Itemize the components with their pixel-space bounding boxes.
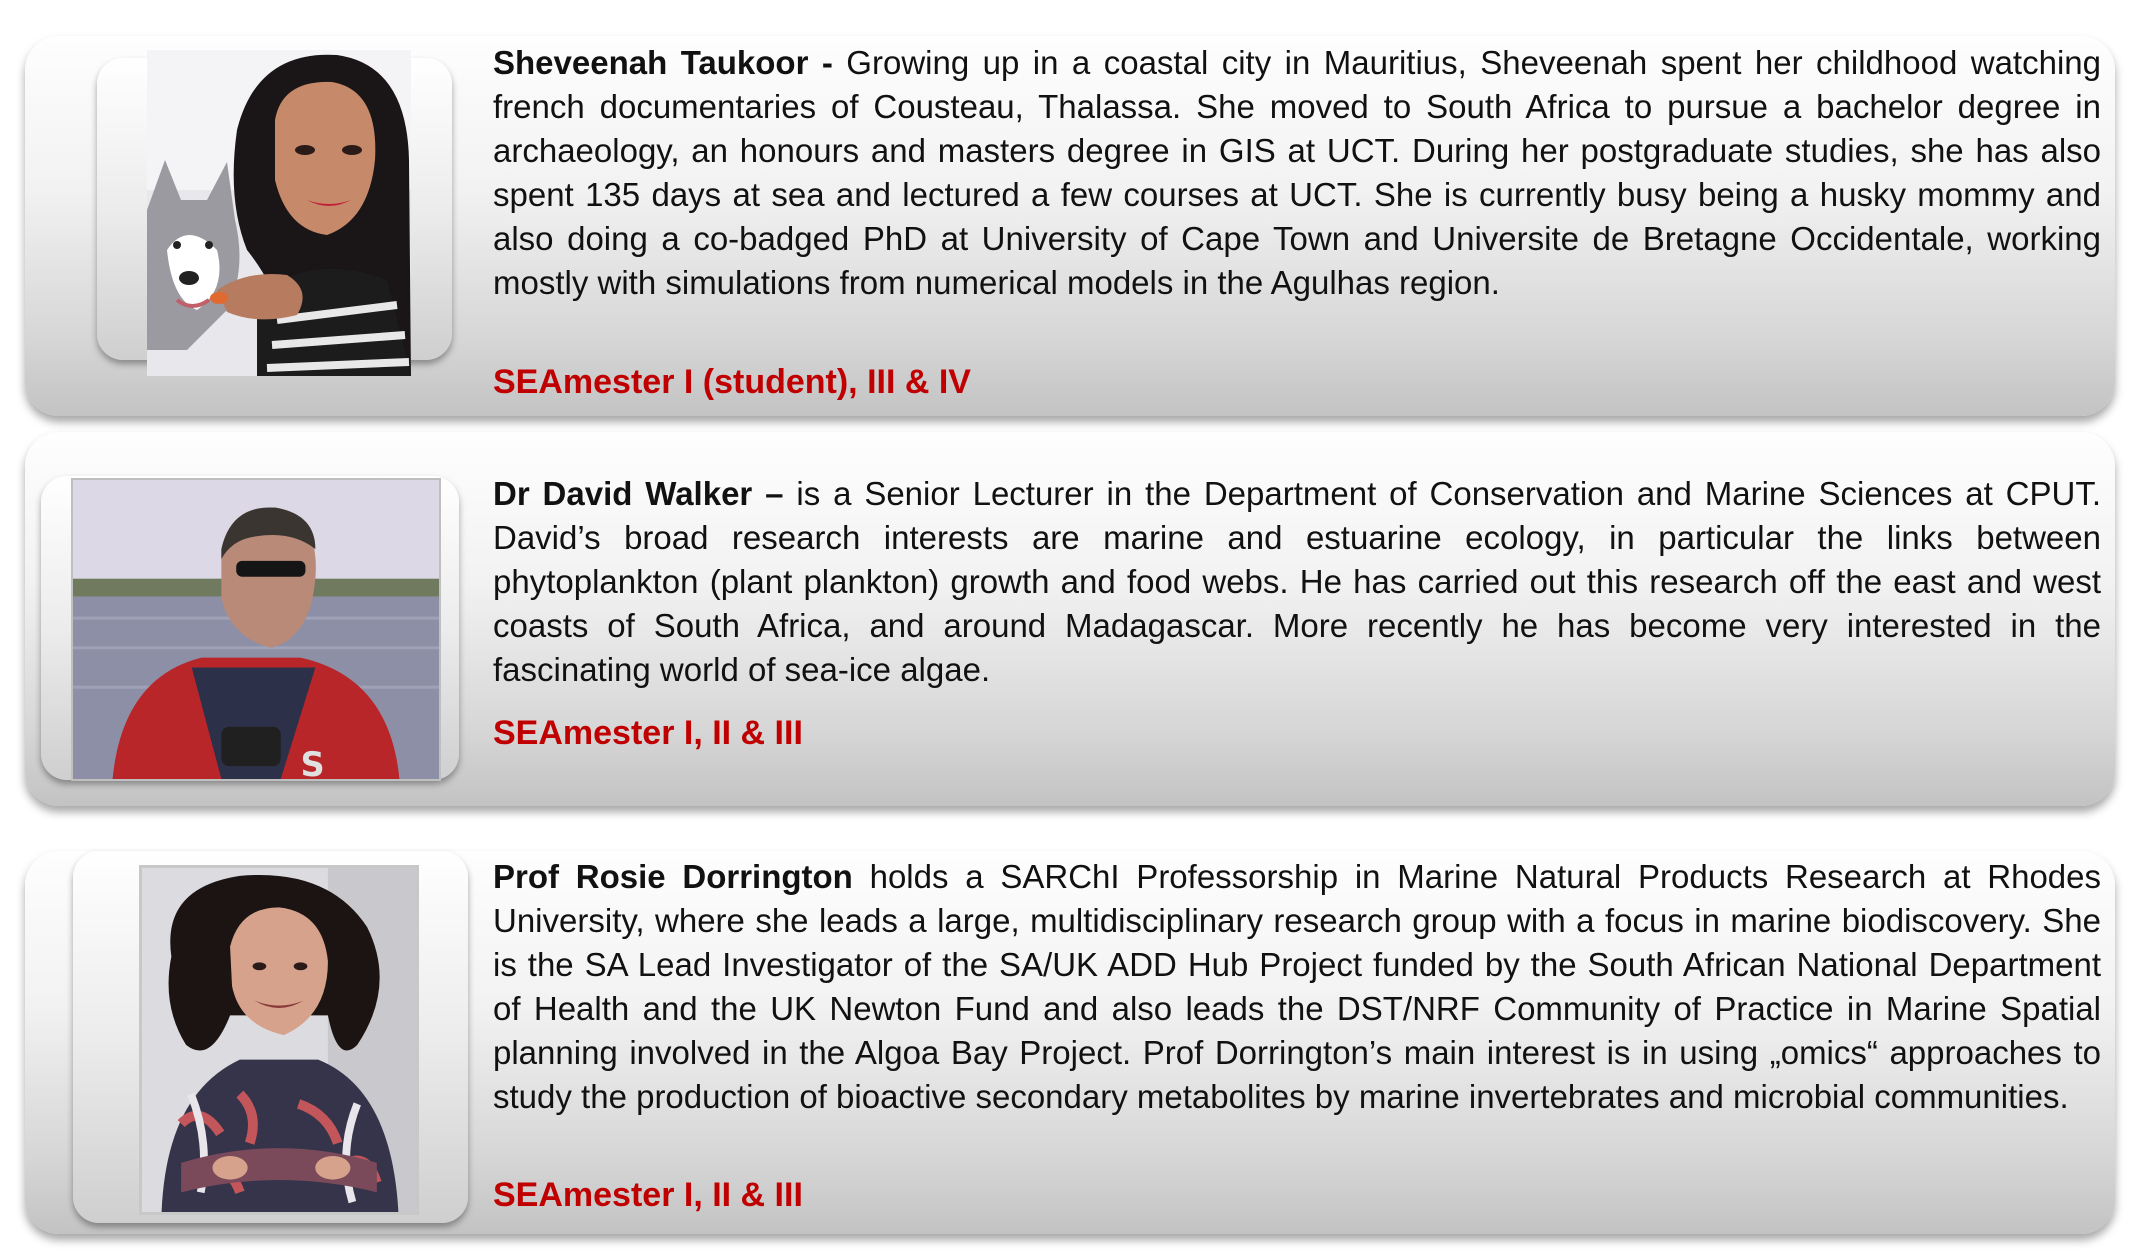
photo-david-walker-on-boat — [71, 478, 441, 781]
person-name: Dr David Walker – — [493, 475, 784, 512]
bio-text — [493, 855, 2101, 1119]
svg-text:S: S — [300, 745, 325, 779]
profile-card-rosie-dorrington — [25, 851, 2115, 1234]
seamester-program-label: SEAmester I, II & III — [493, 714, 803, 752]
photo-rosie-dorrington — [139, 865, 419, 1215]
bio-text — [493, 472, 2101, 692]
seamester-program-label: SEAmester I (student), III & IV — [493, 363, 971, 401]
person-bio: holds a SARChI Professorship in Marine Natural Products Research at Rhodes University, where she leads a large, multidisciplinary research group with a focus in marine biodiscovery. She is the SA Lead Investigator of the SA/UK ADD Hub Project funded by the South African National Department of Health and the UK Newton Fund and also leads the DST/NRF Community of Practice in Marine Spatial planning involved in the Algoa Bay Project. Prof Dorrington’s main interest is in using „omics“ approaches to study the production of bioactive secondary metabolites by marine invertebrates and microbial communities. — [493, 858, 2101, 1115]
seamester-program-label: SEAmester I, II & III — [493, 1176, 803, 1214]
profile-card-sheveenah — [25, 36, 2115, 416]
person-name: Sheveenah Taukoor - — [493, 44, 833, 81]
person-bio: Growing up in a coastal city in Mauritius, Sheveenah spent her childhood watching french documentaries of Cousteau, Thalassa. She moved to South Africa to pursue a bachelor degree in archaeology, an honours and masters degree in GIS at UCT. During her postgraduate studies, she has also spent 135 days at sea and lectured a few courses at UCT. She is currently busy being a husky mommy and also doing a co-badged PhD at University of Cape Town and Universite de Bretagne Occidentale, working mostly with simulations from numerical models in the Agulhas region. — [493, 44, 2101, 301]
person-bio: is a Senior Lecturer in the Department of Conservation and Marine Sciences at CPUT. David’s broad research interests are marine and estuarine ecology, in particular the links between phytoplankton (plant plankton) growth and food webs. He has carried out this research off the east and west coasts of South Africa, and around Madagascar. More recently he has become very interested in the fascinating world of sea-ice algae. — [493, 475, 2102, 688]
bio-text — [493, 41, 2101, 305]
person-name: Prof Rosie Dorrington — [493, 858, 853, 895]
profile-card-david-walker — [25, 432, 2115, 806]
photo-sheveenah-with-husky — [147, 50, 411, 376]
